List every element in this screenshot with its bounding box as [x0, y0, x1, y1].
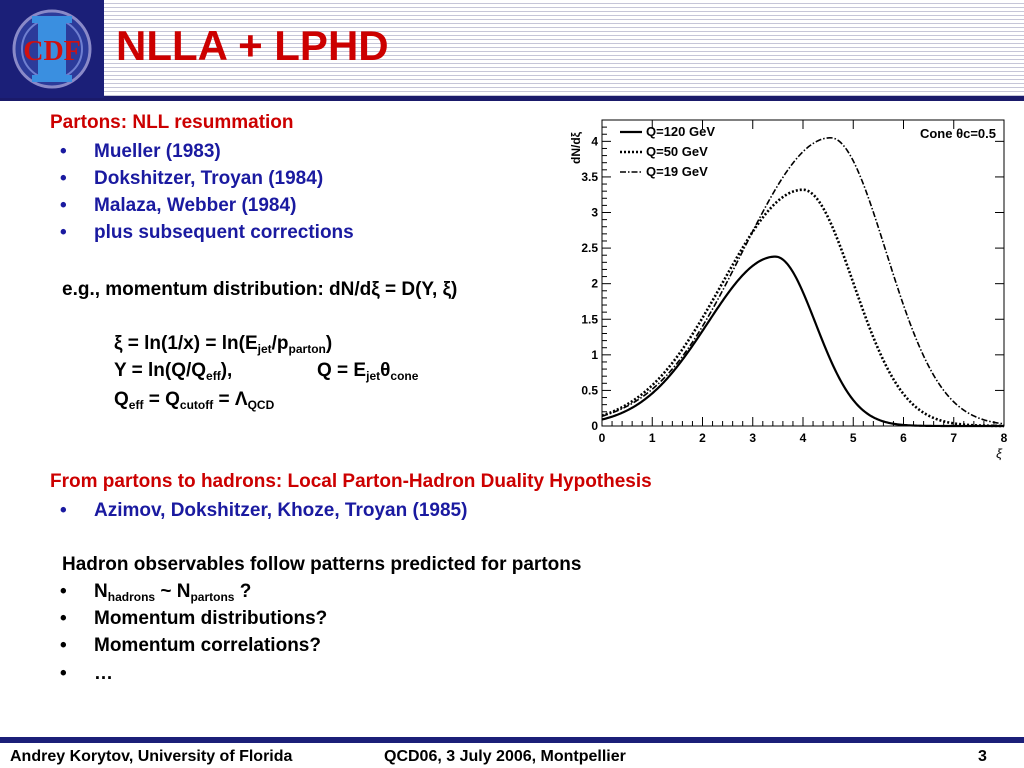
bullet-marker: • — [60, 608, 67, 629]
legend-entry: Q=19 GeV — [646, 164, 708, 179]
list-item: Dokshitzer, Troyan (1984) — [94, 168, 324, 189]
y-tick-label: 1 — [591, 347, 598, 362]
x-tick-label: 3 — [749, 431, 757, 445]
list-item: Malaza, Webber (1984) — [94, 195, 297, 216]
list-item: … — [94, 663, 113, 684]
bullet-marker: • — [60, 141, 67, 162]
slide-title: NLLA + LPHD — [116, 22, 389, 69]
x-tick-label: 1 — [648, 431, 656, 445]
chart-canvas — [562, 108, 1024, 470]
hadron-statement: Hadron observables follow patterns predicted for partons — [62, 554, 582, 575]
x-tick-label: 7 — [950, 431, 958, 445]
example-line: e.g., momentum distribution: dN/dξ = D(Y, ξ) — [62, 279, 458, 300]
y-tick-label: 3 — [591, 205, 598, 220]
list-item: Momentum correlations? — [94, 635, 321, 656]
theta-symbol: θ — [380, 360, 391, 381]
xi-symbol: ξ — [114, 333, 123, 354]
formula-qeff: $Q_{eff} = Q_{cutoff} = \Lambda_{QCD}$ — [114, 389, 275, 412]
x-tick-label: 2 — [699, 431, 706, 445]
footer-page-number: 3 — [978, 748, 987, 765]
xi-symbol: ξ — [371, 279, 380, 300]
list-item: plus subsequent corrections — [94, 222, 354, 243]
footer-divider — [0, 737, 1024, 743]
formula-xi: $\xi = \ln(1/x) = \ln(E_{jet}/p_{parton})$ — [114, 333, 333, 356]
x-tick-label: 4 — [799, 431, 807, 445]
y-tick-label: 2 — [591, 276, 598, 291]
section1-heading: Partons: NLL resummation — [50, 112, 294, 133]
xi-symbol: ξ — [442, 279, 452, 300]
formula-y: $Y = \ln(Q/Q_{eff})$, — [114, 360, 233, 383]
lambda-symbol: Λ — [234, 389, 248, 410]
footer-event: QCD06, 3 July 2006, Montpellier — [384, 748, 626, 765]
momentum-distribution-chart — [562, 108, 1024, 470]
list-item: Mueller (1983) — [94, 141, 221, 162]
bullet-marker: • — [60, 581, 67, 602]
x-tick-label: 5 — [849, 431, 857, 445]
cone-annotation: Cone θc=0.5 — [919, 126, 996, 141]
logo-text: CDF — [23, 36, 81, 67]
y-axis-label: dN/dξ — [569, 131, 583, 165]
bullet-marker: • — [60, 222, 67, 243]
y-tick-label: 0.5 — [581, 383, 598, 398]
y-tick-label: 1.5 — [581, 312, 598, 327]
y-tick-label: 2.5 — [581, 241, 598, 256]
list-item: $N_{hadrons}$ ~ $N_{partons}$ ? — [94, 581, 252, 604]
footer-author: Andrey Korytov, University of Florida — [10, 748, 293, 765]
bullet-marker: • — [60, 500, 67, 521]
x-tick-label: 6 — [900, 431, 907, 445]
legend-entry: Q=120 GeV — [646, 124, 716, 139]
x-tick-label: 0 — [598, 431, 606, 445]
x-tick-label: 8 — [1000, 431, 1008, 445]
section2-heading: From partons to hadrons: Local Parton-Hadron Duality Hypothesis — [50, 471, 652, 492]
formula-q: $Q = E_{jet}\theta_{cone}$ — [317, 360, 419, 383]
bullet-marker: • — [60, 168, 67, 189]
bullet-marker: • — [60, 635, 67, 656]
legend-entry: Q=50 GeV — [646, 144, 708, 159]
list-item: Momentum distributions? — [94, 608, 328, 629]
list-item: Azimov, Dokshitzer, Khoze, Troyan (1985) — [94, 500, 468, 521]
header-divider — [0, 96, 1024, 101]
cdf-logo — [0, 0, 104, 98]
y-tick-label: 3.5 — [581, 169, 598, 184]
y-tick-label: 4 — [591, 134, 598, 149]
bullet-marker: • — [60, 195, 67, 216]
bullet-marker: • — [60, 663, 67, 684]
y-tick-label: 0 — [591, 419, 598, 433]
x-axis-label: ξ — [996, 446, 1002, 461]
